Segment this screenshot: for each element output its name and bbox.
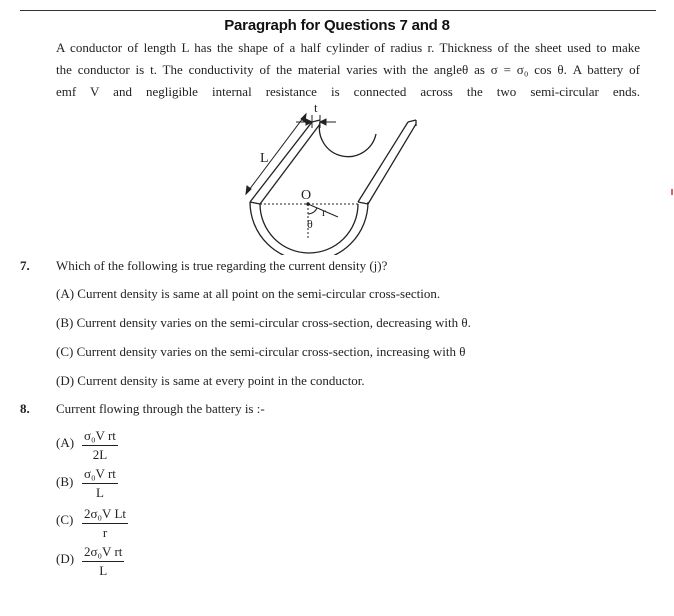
fraction-numerator: 2σ₀V rt [82, 544, 124, 562]
label-theta: θ [307, 217, 313, 231]
fraction-denominator: r [102, 525, 108, 540]
question-8-option-a-label: (A) [56, 435, 75, 450]
fraction-denominator: 2L [92, 447, 108, 462]
question-8-text: Current flowing through the battery is :- [56, 401, 265, 416]
paragraph-line-3: emf V and negligible internal resistance is connected across the two semi-circular ends. [56, 84, 640, 99]
page-title: Paragraph for Questions 7 and 8 [224, 17, 450, 34]
question-8-option-b-label: (B) [56, 474, 74, 489]
label-r: r [322, 205, 326, 219]
question-8-option-d-label: (D) [56, 551, 75, 566]
question-8-option-c-fraction [82, 506, 128, 541]
question-8-option-b-fraction [82, 466, 118, 501]
fraction-denominator: L [99, 563, 108, 578]
paragraph-line-1: A conductor of length L has the shape of a half cylinder of radius r. Thickness of the sheet used to make [56, 40, 640, 55]
theta-arc [308, 208, 317, 214]
question-7-option-c: (C) Current density varies on the semi-circular cross-section, increasing with θ [56, 344, 466, 359]
question-7-number: 7. [20, 258, 30, 273]
margin-mark [671, 189, 673, 195]
label-L: L [260, 151, 269, 166]
top-rule [20, 10, 656, 11]
label-t: t [314, 100, 318, 115]
question-7-option-b: (B) Current density varies on the semi-circular cross-section, decreasing with θ. [56, 315, 471, 330]
problem-paragraph [56, 37, 640, 103]
fraction-numerator: σ₀V rt [82, 428, 118, 446]
fraction-numerator: 2σ₀V Lt [82, 506, 128, 524]
question-8-option-a-fraction [82, 428, 118, 463]
paragraph-line-2: the conductor is t. The conductivity of the material varies with the angleθ as σ = σ₀ cos θ. A battery of [56, 62, 640, 77]
label-O: O [301, 188, 312, 203]
question-8-option-c-label: (C) [56, 512, 74, 527]
far-end-arc [319, 122, 376, 157]
question-8-option-d-fraction [82, 544, 124, 579]
question-7-option-d: (D) Current density is same at every point in the conductor. [56, 373, 365, 388]
half-cylinder-figure [238, 100, 428, 255]
question-7-text: Which of the following is true regarding the current density (j)? [56, 258, 388, 273]
question-8-number: 8. [20, 401, 30, 416]
fraction-numerator: σ₀V rt [82, 466, 118, 484]
fraction-denominator: L [95, 485, 104, 500]
question-7-option-a: (A) Current density is same at all point on the semi-circular cross-section. [56, 286, 441, 301]
